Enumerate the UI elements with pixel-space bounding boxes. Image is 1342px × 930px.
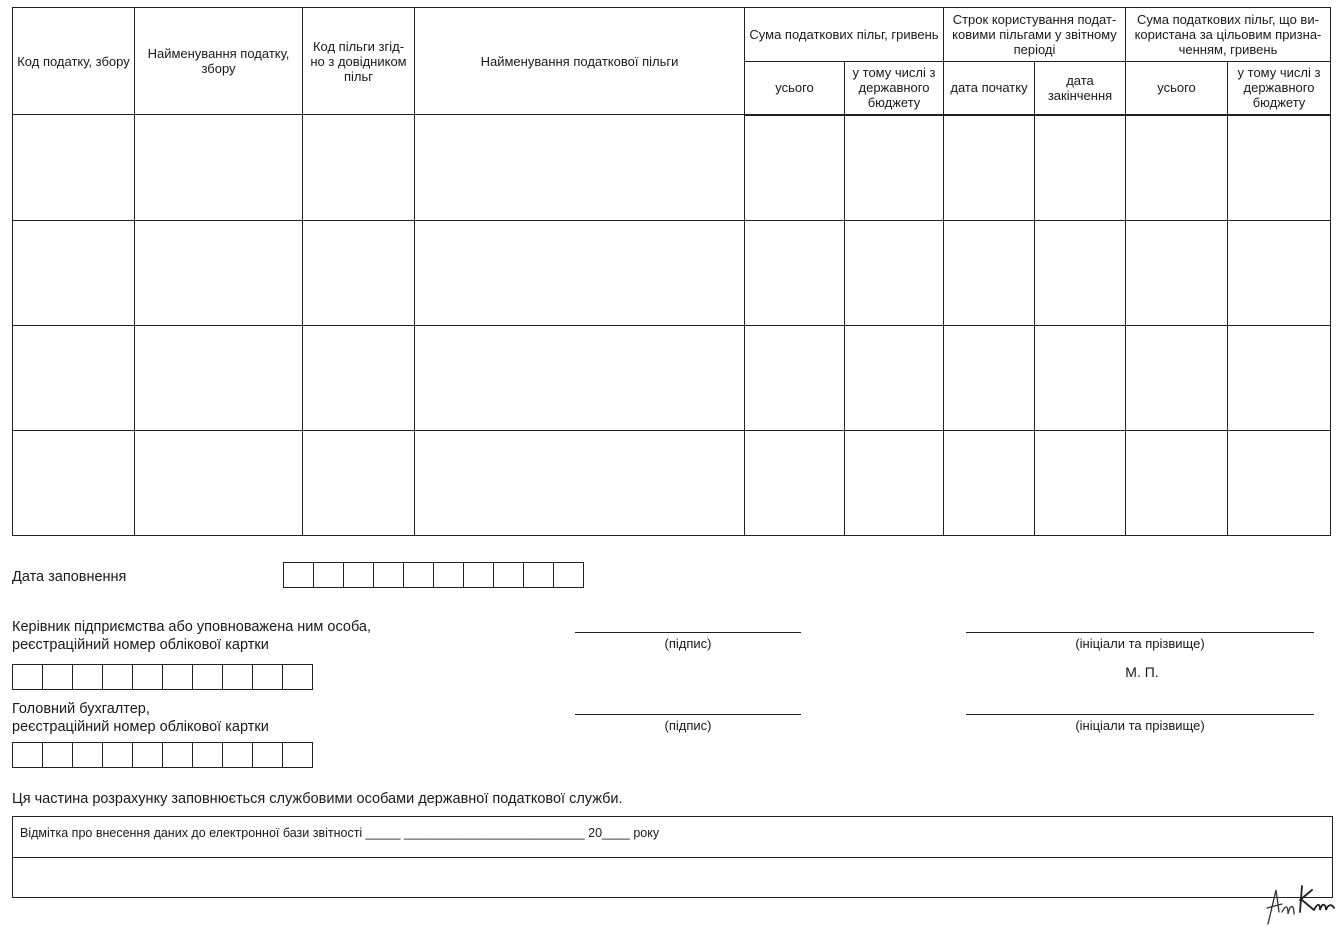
header-targeted-sum-state: у тому числі з державного бюджету (1228, 62, 1331, 115)
table-cell[interactable] (1228, 220, 1331, 325)
manager-label (12, 618, 371, 654)
table-cell[interactable] (745, 325, 845, 430)
manager-label-line1: Керівник підприємства або уповноважена ним особа, (12, 619, 372, 635)
table-row (13, 430, 1331, 535)
table-cell[interactable] (1228, 430, 1331, 535)
table-cell[interactable] (415, 325, 745, 430)
table-cell[interactable] (135, 325, 303, 430)
table-cell[interactable] (845, 430, 944, 535)
table-cell[interactable] (13, 325, 135, 430)
table-cell[interactable] (1035, 220, 1126, 325)
header-tax-code: Код податку, збору (13, 8, 135, 115)
table-cell[interactable] (944, 115, 1035, 221)
manager-registration-cells[interactable] (12, 664, 313, 690)
header-benefit-name: Найменування податкової пільги (415, 8, 745, 115)
accountant-label (12, 700, 269, 736)
tax-benefits-table (12, 7, 1331, 536)
table-cell[interactable] (944, 220, 1035, 325)
table-cell[interactable] (13, 220, 135, 325)
table-cell[interactable] (944, 430, 1035, 535)
table-cell[interactable] (1228, 115, 1331, 221)
table-cell[interactable] (1035, 325, 1126, 430)
table-cell[interactable] (415, 115, 745, 221)
table-cell[interactable] (745, 115, 845, 221)
accountant-signature-line[interactable] (575, 714, 801, 715)
header-usage-period: Строк користування подат-ковими пільгами у звітному періоді (944, 8, 1126, 62)
header-period-end: дата закінчення (1035, 62, 1126, 115)
stamp-place: М. П. (1125, 664, 1159, 680)
table-cell[interactable] (135, 115, 303, 221)
service-box (12, 816, 1333, 898)
fill-date-cells[interactable] (283, 562, 584, 588)
accountant-registration-cells[interactable] (12, 742, 313, 768)
accountant-label-line2: реєстраційний номер облікової картки (12, 719, 269, 735)
table-row (13, 325, 1331, 430)
service-box-divider (13, 857, 1332, 858)
header-benefit-sum-state: у тому числі з державного бюджету (845, 62, 944, 115)
table-cell[interactable] (13, 430, 135, 535)
accountant-label-line1: Головний бухгалтер, (12, 701, 150, 717)
header-benefit-code: Код пільги згід-но з довідником пільг (303, 8, 415, 115)
table-cell[interactable] (13, 115, 135, 221)
table-cell[interactable] (845, 325, 944, 430)
table-cell[interactable] (1035, 115, 1126, 221)
table-cell[interactable] (1035, 430, 1126, 535)
table-cell[interactable] (745, 220, 845, 325)
fill-date-label: Дата заповнення (12, 569, 127, 585)
header-targeted-sum-total: усього (1126, 62, 1228, 115)
table-cell[interactable] (303, 325, 415, 430)
table-cell[interactable] (1126, 430, 1228, 535)
table-cell[interactable] (303, 430, 415, 535)
table-cell[interactable] (1126, 220, 1228, 325)
header-benefit-sum: Сума податкових пільг, гривень (745, 8, 944, 62)
manager-signature-caption: (підпис) (664, 636, 712, 651)
handwritten-initials (1262, 882, 1338, 928)
header-period-start: дата початку (944, 62, 1035, 115)
table-cell[interactable] (303, 115, 415, 221)
accountant-name-line[interactable] (966, 714, 1314, 715)
manager-name-line[interactable] (966, 632, 1314, 633)
table-cell[interactable] (415, 220, 745, 325)
accountant-signature-caption: (підпис) (664, 718, 712, 733)
table-cell[interactable] (944, 325, 1035, 430)
header-benefit-sum-total: усього (745, 62, 845, 115)
table-cell[interactable] (745, 430, 845, 535)
accountant-name-caption: (ініціали та прізвище) (1075, 718, 1205, 733)
table-cell[interactable] (135, 220, 303, 325)
manager-signature-line[interactable] (575, 632, 801, 633)
header-tax-name: Найменування податку, збору (135, 8, 303, 115)
table-cell[interactable] (303, 220, 415, 325)
manager-name-caption: (ініціали та прізвище) (1075, 636, 1205, 651)
table-cell[interactable] (415, 430, 745, 535)
table-row (13, 220, 1331, 325)
table-cell[interactable] (1126, 115, 1228, 221)
table-cell[interactable] (845, 115, 944, 221)
table-cell[interactable] (1126, 325, 1228, 430)
table-cell[interactable] (1228, 325, 1331, 430)
header-targeted-sum: Сума податкових пільг, що ви-користана за цільовим призна-ченням, гривень (1126, 8, 1331, 62)
service-note: Ця частина розрахунку заповнюється службовими особами державної податкової служби. (12, 791, 623, 807)
service-mark-text: Відмітка про внесення даних до електронної бази звітності _____ __________________________ 20____ року (20, 826, 660, 840)
table-cell[interactable] (845, 220, 944, 325)
manager-label-line2: реєстраційний номер облікової картки (12, 637, 269, 653)
table-row (13, 115, 1331, 221)
table-cell[interactable] (135, 430, 303, 535)
